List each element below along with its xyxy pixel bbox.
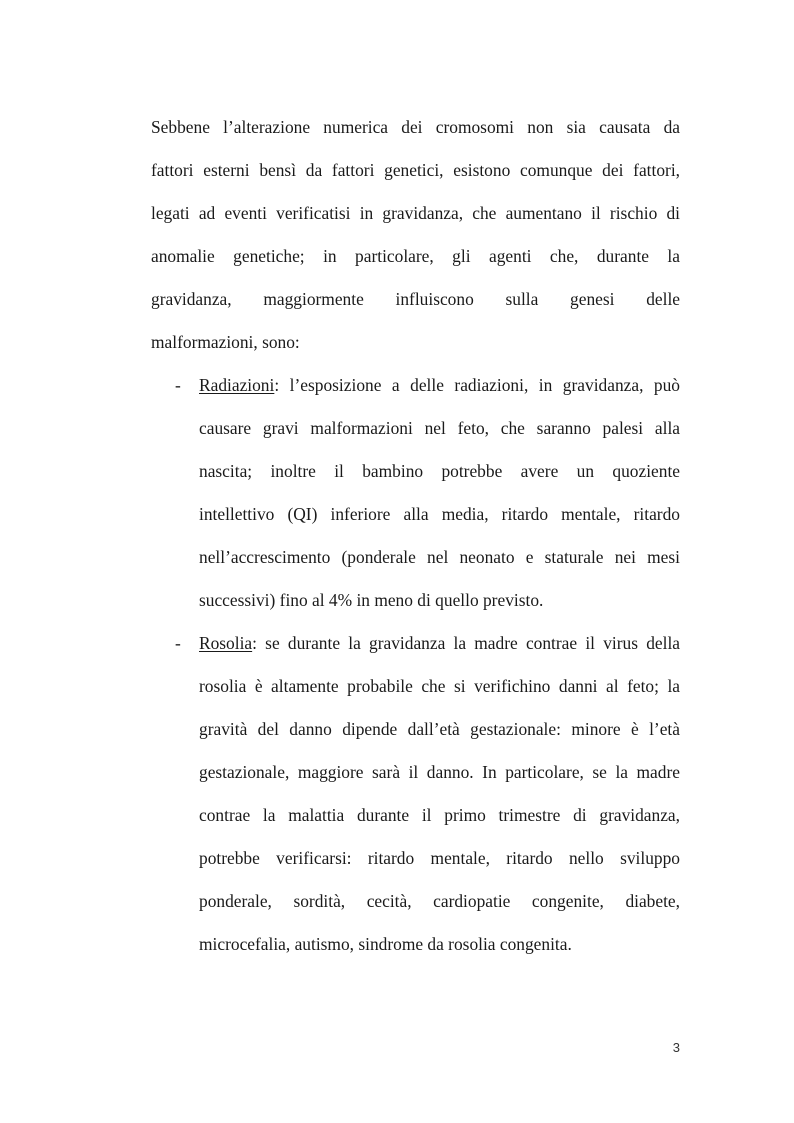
item-first-rest: : l’esposizione a delle radiazioni, in gravidanza, può: [274, 375, 680, 395]
item-line: intellettivo (QI) inferiore alla media, ritardo mentale, ritardo: [199, 504, 680, 524]
term-rosolia: Rosolia: [199, 633, 253, 653]
intro-line-3: legati ad eventi verificatisi in gravidanza, che aumentano il rischio di: [151, 203, 680, 223]
item-first-line: [199, 371, 680, 414]
bullet-dash-rosolia: -: [175, 633, 181, 653]
page-number: 3: [672, 1040, 680, 1055]
item-first-rest: : se durante la gravidanza la madre contrae il virus della: [252, 633, 680, 653]
intro-line-4: anomalie genetiche; in particolare, gli agenti che, durante la: [151, 246, 680, 266]
item-line: causare gravi malformazioni nel feto, che saranno palesi alla: [199, 418, 680, 438]
item-line: successivi) fino al 4% in meno di quello previsto.: [199, 590, 544, 610]
item-line: gestazionale, maggiore sarà il danno. In particolare, se la madre: [199, 762, 680, 782]
list-item-radiazioni: [199, 371, 680, 629]
item-line: gravità del danno dipende dall’età gestazionale: minore è l’età: [199, 719, 680, 739]
bullet-dash-radiazioni: -: [175, 375, 181, 395]
item-first-line: [199, 629, 680, 672]
item-line: contrae la malattia durante il primo trimestre di gravidanza,: [199, 805, 680, 825]
item-line: ponderale, sordità, cecità, cardiopatie congenite, diabete,: [199, 891, 680, 911]
item-line: potrebbe verificarsi: ritardo mentale, ritardo nello sviluppo: [199, 848, 680, 868]
intro-line-2: fattori esterni bensì da fattori genetici, esistono comunque dei fattori,: [151, 160, 680, 180]
item-line: microcefalia, autismo, sindrome da rosolia congenita.: [199, 934, 572, 954]
intro-line-5: gravidanza, maggiormente influiscono sulla genesi delle: [151, 289, 680, 309]
intro-line-6: malformazioni, sono:: [151, 332, 300, 352]
intro-paragraph: [151, 113, 680, 371]
list-item-rosolia: [199, 629, 680, 973]
term-radiazioni: Radiazioni: [199, 375, 275, 395]
item-line: nascita; inoltre il bambino potrebbe avere un quoziente: [199, 461, 680, 481]
intro-line-1: Sebbene l’alterazione numerica dei cromosomi non sia causata da: [151, 117, 680, 137]
item-line: rosolia è altamente probabile che si verifichino danni al feto; la: [199, 676, 680, 696]
item-line: nell’accrescimento (ponderale nel neonato e staturale nei mesi: [199, 547, 680, 567]
